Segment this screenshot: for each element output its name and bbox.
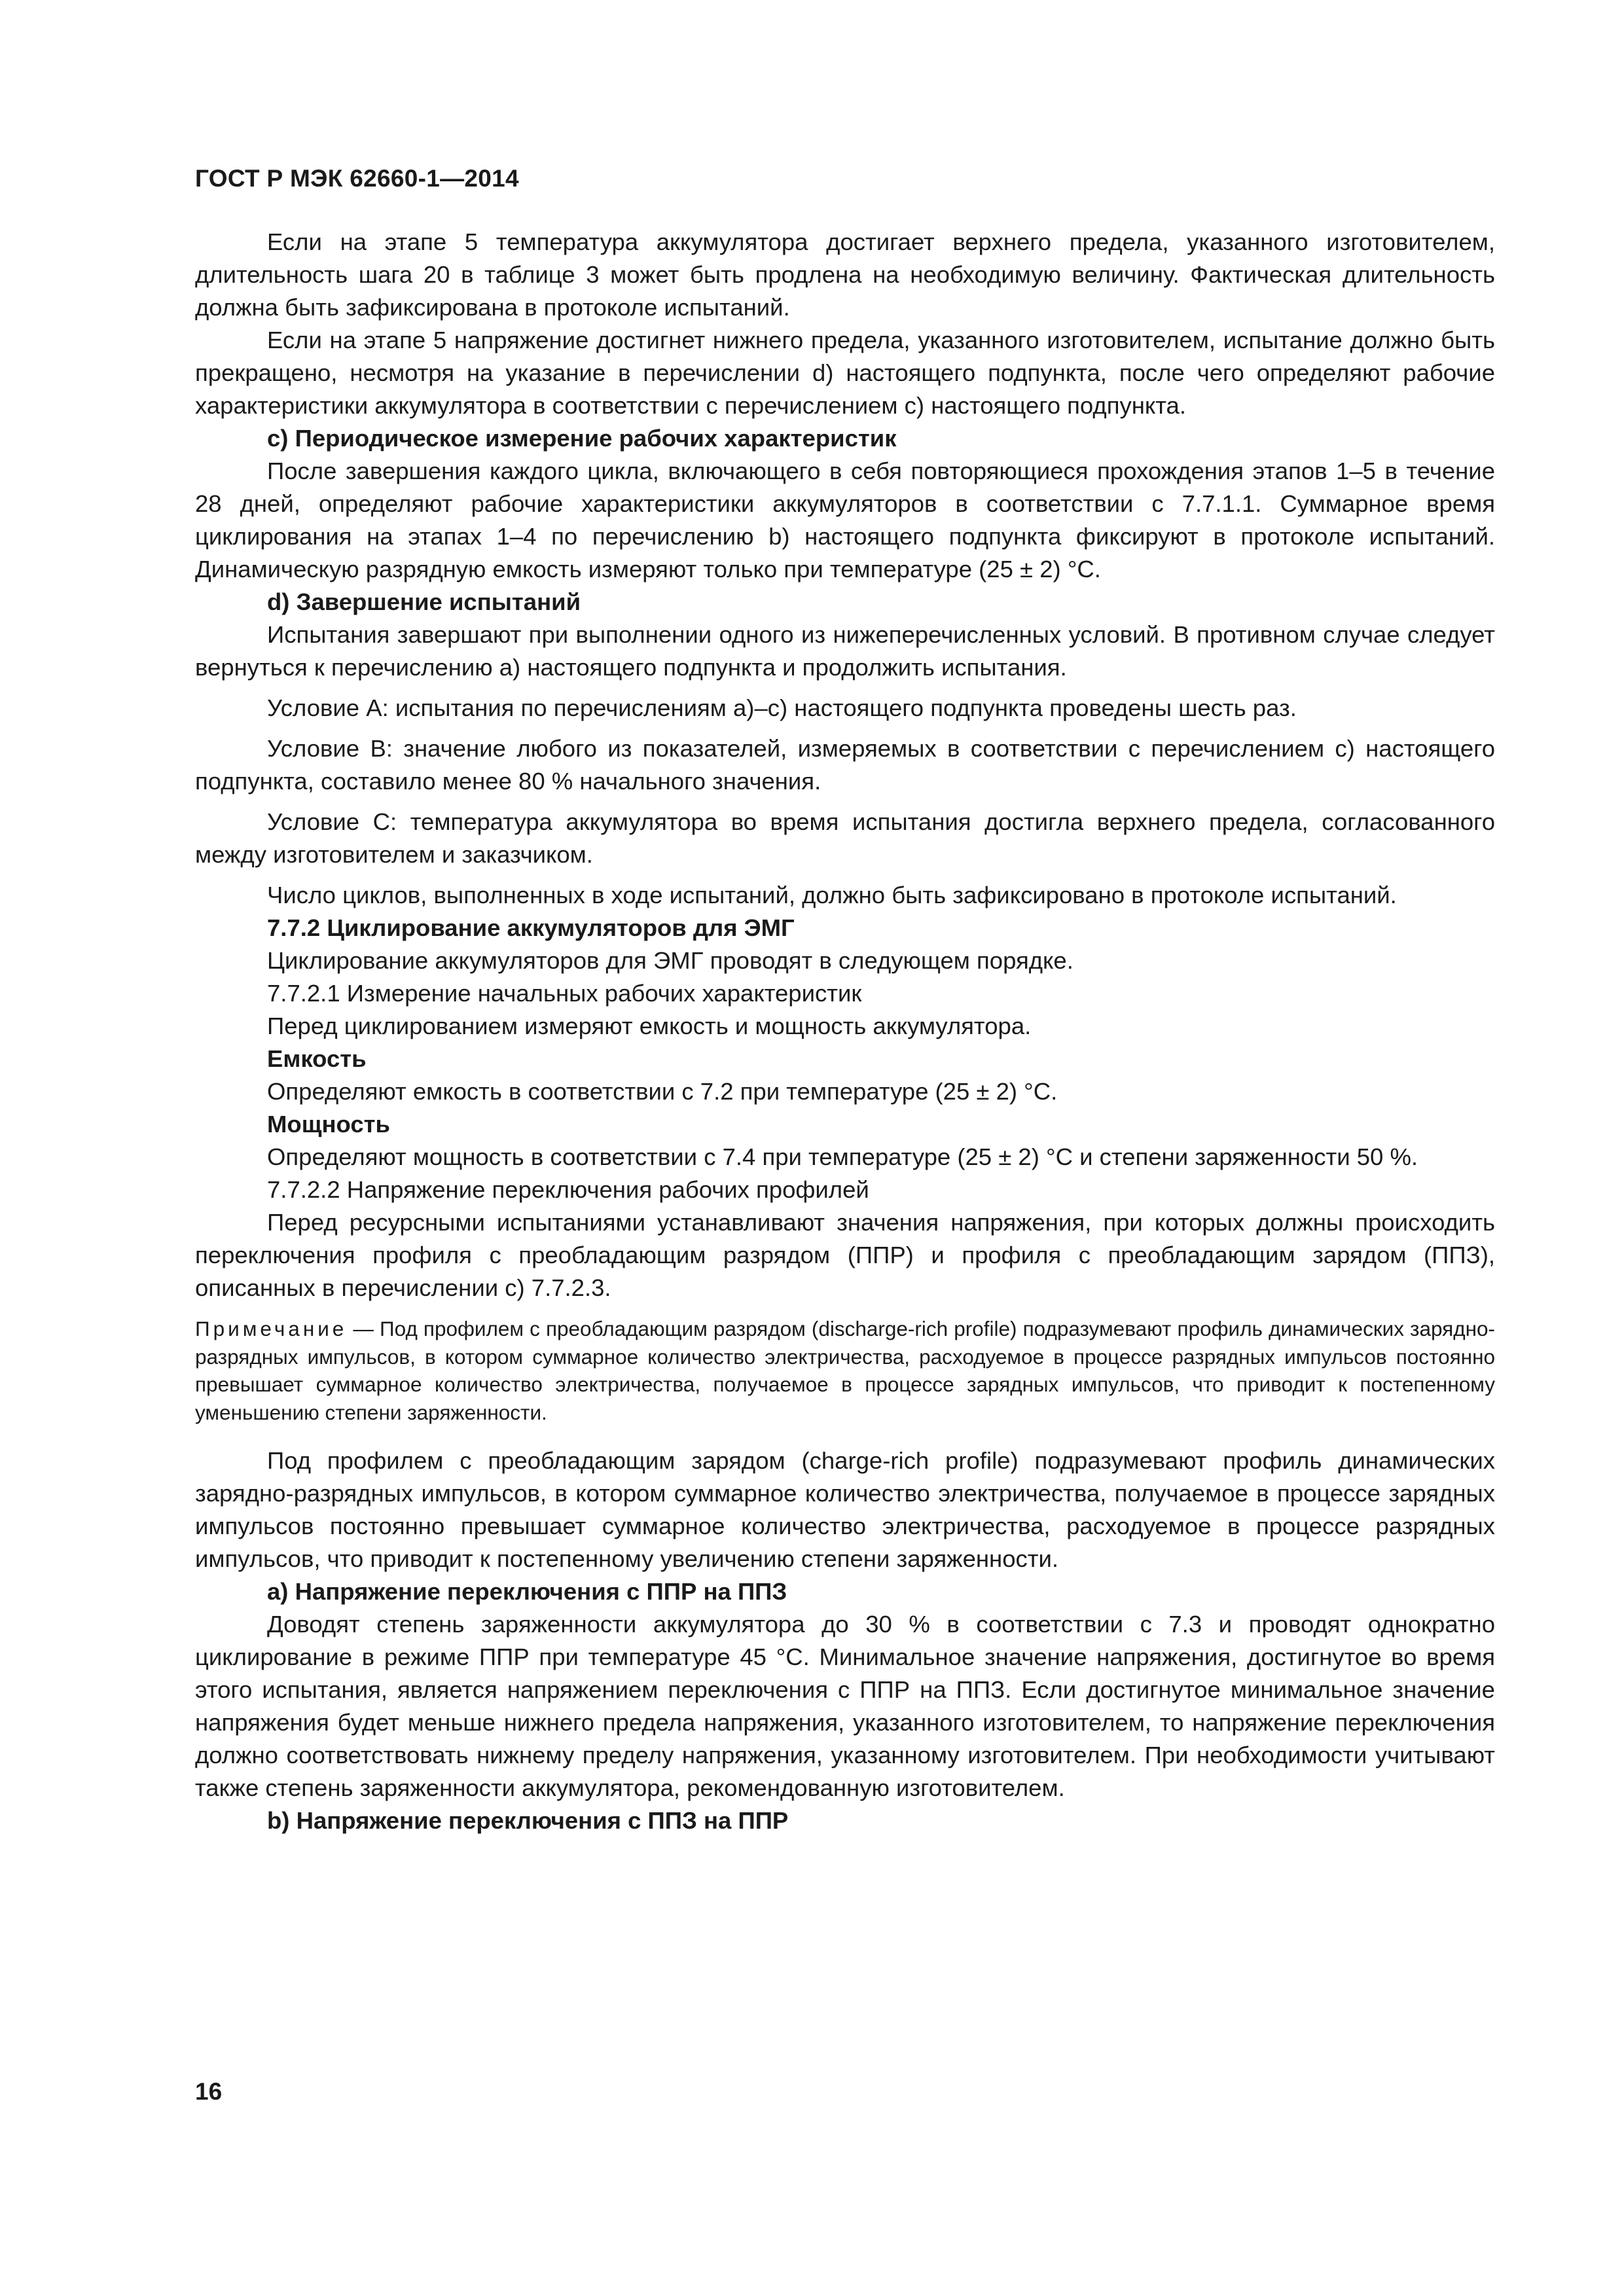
list-heading: d) Завершение испытаний	[267, 588, 581, 615]
list-heading: a) Напряжение переключения с ППР на ППЗ	[267, 1578, 787, 1605]
note	[195, 1315, 1495, 1426]
paragraph: Число циклов, выполненных в ходе испытаний, должно быть зафиксировано в протоколе испытаний.	[267, 882, 1397, 908]
paragraph: Под профилем с преобладающим зарядом (charge-rich profile) подразумевают профиль динамических зарядно-разрядных импульсов, в котором суммарное количество электричества, получаемое в процессе зарядных импульсов постоянно превышает суммарное количество электричества, расходуемое в процессе разрядных импульсов, что приводит к постепенному увеличению степени заряженности.	[195, 1447, 1495, 1572]
note-text: — Под профилем с преобладающим разрядом (discharge-rich profile) подразумевают профиль динамических зарядно-разрядных импульсов, в котором суммарное количество электричества, расходуемое в процессе разрядных импульсов постоянно превышает суммарное количество электричества, получаемое в процессе зарядных импульсов, что приводит к постепенному уменьшению степени заряженности.	[195, 1317, 1495, 1424]
section-heading: 7.7.2 Циклирование аккумуляторов для ЭМГ	[267, 914, 795, 941]
paragraph: Определяют емкость в соответствии с 7.2 при температуре (25 ± 2) °C.	[267, 1078, 1058, 1105]
subsection-heading: 7.7.2.2 Напряжение переключения рабочих профилей	[267, 1176, 869, 1203]
subsection-heading: 7.7.2.1 Измерение начальных рабочих характеристик	[267, 980, 862, 1007]
paragraph: Если на этапе 5 температура аккумулятора достигает верхнего предела, указанного изготовителем, длительность шага 20 в таблице 3 может быть продлена на необходимую величину. Фактическая длительность должна быть зафиксирована в протоколе испытаний.	[195, 228, 1495, 321]
paragraph: Доводят степень заряженности аккумулятора до 30 % в соответствии с 7.3 и проводят однократно циклирование в режиме ППР при температуре 45 °C. Минимальное значение напряжения, достигнутое во время этого испытания, является напряжением переключения с ППР на ППЗ. Если достигнутое минимальное значение напряжения будет меньше нижнего предела напряжения, указанного изготовителем, то напряжение переключения должно соответствовать нижнему пределу напряжения, указанному изготовителем. При необходимости учитывают также степень заряженности аккумулятора, рекомендованную изготовителем.	[195, 1611, 1495, 1801]
list-heading: Емкость	[267, 1045, 367, 1072]
list-heading: Мощность	[267, 1111, 390, 1138]
paragraph: После завершения каждого цикла, включающего в себя повторяющиеся прохождения этапов 1–5 в течение 28 дней, определяют рабочие характеристики аккумуляторов в соответствии с 7.7.1.1. Суммарное время циклирования на этапах 1–4 по перечислению b) настоящего подпункта фиксируют в протоколе испытаний. Динамическую разрядную емкость измеряют только при температуре (25 ± 2) °C.	[195, 457, 1495, 583]
note-label: Примечание	[195, 1317, 348, 1340]
paragraph: Условие B: значение любого из показателей, измеряемых в соответствии с перечислением c) настоящего подпункта, составило менее 80 % начального значения.	[195, 735, 1495, 795]
paragraph: Циклирование аккумуляторов для ЭМГ проводят в следующем порядке.	[267, 947, 1074, 974]
paragraph: Если на этапе 5 напряжение достигнет нижнего предела, указанного изготовителем, испытание должно быть прекращено, несмотря на указание в перечислении d) настоящего подпункта, после чего определяют рабочие характеристики аккумулятора в соответствии с перечислением c) настоящего подпункта.	[195, 327, 1495, 419]
paragraph: Определяют мощность в соответствии с 7.4 при температуре (25 ± 2) °C и степени заряженности 50 %.	[267, 1143, 1418, 1170]
list-heading: b) Напряжение переключения с ППЗ на ППР	[267, 1807, 789, 1834]
paragraph: Условие A: испытания по перечислениям a)–c) настоящего подпункта проведены шесть раз.	[267, 694, 1297, 721]
paragraph: Перед циклированием измеряют емкость и мощность аккумулятора.	[267, 1013, 1032, 1039]
paragraph: Условие C: температура аккумулятора во время испытания достигла верхнего предела, согласованного между изготовителем и заказчиком.	[195, 808, 1495, 868]
standard-header: ГОСТ Р МЭК 62660-1—2014	[195, 165, 519, 192]
paragraph: Перед ресурсными испытаниями устанавливают значения напряжения, при которых должны происходить переключения профиля с преобладающим разрядом (ППР) и профиля с преобладающим зарядом (ППЗ), описанных в перечислении c) 7.7.2.3.	[195, 1209, 1495, 1301]
list-heading: c) Периодическое измерение рабочих характеристик	[267, 425, 897, 452]
paragraph: Испытания завершают при выполнении одного из нижеперечисленных условий. В противном случае следует вернуться к перечислению а) настоящего подпункта и продолжить испытания.	[195, 621, 1495, 681]
document-body	[195, 226, 1495, 1837]
page-number: 16	[195, 2078, 223, 2105]
